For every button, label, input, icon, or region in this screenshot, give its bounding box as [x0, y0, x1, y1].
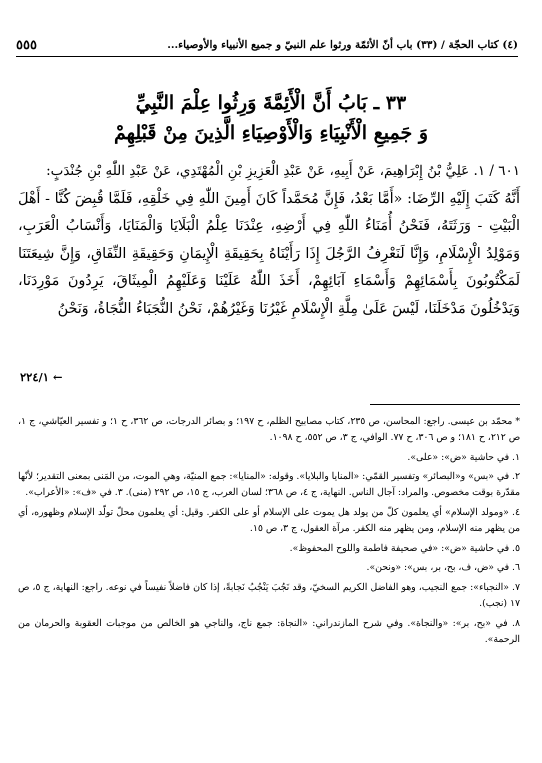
- footnotes: [18, 414, 520, 651]
- chapter-title-line-2: وَ جَمِيعِ الْأَنْبِيَاءِ وَالْأَوْصِيَاءِ الَّذِينَ مِنْ قَبْلِهِمْ: [113, 122, 429, 144]
- running-title: (٤) كتاب الحجّة / (٣٣) باب أنّ الأئمّة ورثوا علم النبيّ و جميع الأنبياء والأوصياء...: [167, 39, 518, 51]
- footnote-item: ١. في حاشية «ض»: «على».: [407, 451, 520, 463]
- hadith-body: [18, 158, 520, 323]
- volume-reference: ٢٢٤/١ ←: [20, 370, 63, 384]
- footnote-source: * محمّد بن عيسى. راجع: المحاسن، ص ٢٣٥، كتاب مصابيح الظلم، ح ١٩٧؛ و بصائر الدرجات، ص ٣٦٢، ح ١؛ و تفسير العيّاشي، ج ١، ص ٢١٢، ح ١٨١؛ و ص ٣٠٦، ح ٧٧. الوافي، ج ٣، ص ٥٥٢، ح ١٠٩٨.: [18, 416, 521, 443]
- footnote-item: ٧. «النجباء»: جمع النجيب، وهو الفاضل الكريم السخيّ، وقد نَجُبَ يَنْجُبُ نَجابةً، إذا كان فاضلاً نفيساً في نوعه. راجع: النهاية، ج ٥، ص ١٧ (نجب).: [18, 582, 520, 609]
- hadith-isnad: ٦٠١ / ١. عَلِيُّ بْنُ إِبْرَاهِيمَ، عَنْ أَبِيهِ، عَنْ عَبْدِ الْعَزِيزِ بْنِ الْمُهْتَدِي، عَنْ عَبْدِ اللّٰهِ بْنِ جُنْدَبٍ:: [46, 163, 520, 179]
- chapter-title-line-1: ٣٣ ـ بَابُ أَنَّ الْأَئِمَّةَ وَرِثُوا عِلْمَ النَّبِيِّ: [135, 92, 407, 114]
- footnote-item: ٢. في «بس» و«البصائر» وتفسير القمّي: «المنايا والبلايا». وقوله: «المنايا»: جمع المنيّة، وهي الموت، من المَنى بمعنى التقدير؛ لأنّها مقدّرة بوقت مخصوص. والمراد: آجال الناس. النهاية، ج ٤، ص ٣٦٨؛ لسان العرب، ج ١٥، ص ٢٩٢ (منى). ٣. في «ف»: «الأعراب».: [18, 471, 520, 499]
- page-number: ٥٥٥: [16, 37, 37, 53]
- chapter-title: [30, 88, 512, 148]
- footnote-item: ٦. في «ض، ف، بح، بر، بس»: «ونحن».: [366, 562, 520, 574]
- hadith-text: أَنَّهُ كَتَبَ إِلَيْهِ الرِّضَا: «أَمَّا بَعْدُ، فَإِنَّ مُحَمَّداً كَانَ أَمِينَ اللّٰهِ فِي خَلْقِهِ، فَلَمَّا قُبِضَ كُنَّا - أَهْلَ الْبَيْتِ - وَرَثَتَهُ، فَنَحْنُ أُمَنَاءُ اللّٰهِ فِي أَرْضِهِ، عِنْدَنَا عِلْمُ الْبَلَايَا وَالْمَنَايَا، وَأَنْسَابُ الْعَرَبِ، وَمَوْلِدُ الْإِسْلَامِ، وَإِنَّا لَنَعْرِفُ الرَّجُلَ إِذَا رَأَيْنَاهُ بِحَقِيقَةِ الْإِيمَانِ وَحَقِيقَةِ النِّفَاقِ، وَإِنَّ شِيعَتَنَا لَمَكْتُوبُونَ بِأَسْمَائِهِمْ وَأَسْمَاءِ آبَائِهِمْ، أَخَذَ اللّٰهُ عَلَيْنَا وَعَلَيْهِمُ الْمِيثَاقَ، يَرِدُونَ مَوْرِدَنَا، وَيَدْخُلُونَ مَدْخَلَنَا، لَيْسَ عَلَىٰ مِلَّةِ الْإِسْلَامِ غَيْرُنَا وَغَيْرُهُمْ، نَحْنُ النُّجَبَاءُ النُّجَاةُ، وَنَحْنُ: [18, 190, 520, 317]
- footnote-item: ٨. في «بح، بر»: «والنجاة». وفي شرح المازندراني: «النجاة: جمع ناج، والناجي هو الخالص من موجبات العقوبة والحرمان من الرحمة».: [18, 617, 520, 645]
- page-header: [16, 36, 518, 54]
- footnote-separator: [370, 404, 520, 405]
- header-rule: [16, 56, 518, 57]
- footnote-item: ٥. في حاشية «ض»: «في صحيفة فاطمة واللوح المحفوظ».: [289, 542, 520, 554]
- footnote-item: ٤. «ومولد الإسلام» أي يعلمون كلّ من يولد هل يموت على الإسلام أو على الكفر. وقيل: أي يعلمون محلّ تولّد الإسلام وظهوره، أي من يظهر منه الإسلام، ومن يظهر منه الكفر. مرآة العقول، ج ٣، ص ١٥.: [18, 506, 520, 534]
